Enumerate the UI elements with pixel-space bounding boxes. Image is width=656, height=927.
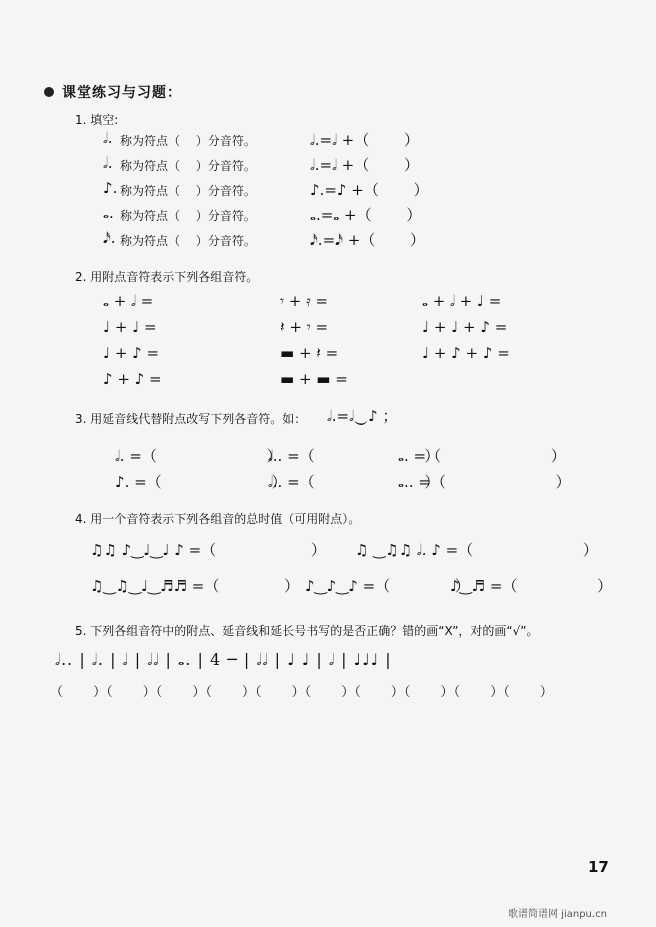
q5-notation: 𝅗𝅥.. | 𝅗𝅥. | 𝅗𝅥 | 𝅗𝅥𝅗𝅥 | 𝅝. | 4 ─ | 𝅗𝅥𝅗𝅥 | ♩ ♩ | 𝅗𝅥 | ♩♩♩ | [55,650,392,669]
q3-item: 𝅝. =（ ） [398,447,566,465]
q1-text: 称为符点（ ）分音符。 [120,209,256,223]
page-number: 17 [588,858,609,876]
q4-item: ♫ ‿♫♫ 𝅗𝅥. ♪ =（ ） [355,541,598,559]
q3-item: 𝅗𝅥.. =（ ） [268,447,440,465]
q3-label: 3. 用延音线代替附点改写下列各音符。如： [75,412,307,426]
q2-item: ♩ + ♪ + ♪ = [422,344,510,362]
q2-item: 𝄽 + 𝄾 = [280,318,329,336]
q2-item: ♩ + ♩ + ♪ = [422,318,508,336]
q5-answers: （ ）（ ）（ ）（ ）（ ）（ ）（ ）（ ）（ ）（ ） [50,685,553,700]
q3-item: ♪. =（ ） [115,473,287,491]
q2-item: ▬ + ▬ = [280,370,348,388]
q3-example: 𝅗𝅥.=𝅗𝅥‿♪ ； [327,407,398,425]
q3-item: 𝅝.. =（ ） [398,473,571,491]
q4-item: ♫‿♫‿♩‿♬♬ =（ ） [90,577,300,595]
q4-item: ♪‿♬ =（ ） [450,577,613,595]
q2-item: ♩ + ♪ = [103,344,160,362]
q1-text: 称为符点（ ）分音符。 [120,159,256,173]
q2-item: ♪ + ♪ = [103,370,162,388]
q2-item: ▬ + 𝄽 = [280,344,339,362]
q2-label: 2. 用附点音符表示下列各组音符。 [75,270,259,284]
q1-note: 𝅗𝅥. [103,129,113,147]
q1-label: 1. 填空: [75,113,119,127]
q1-note: 𝅗𝅥. [103,154,113,172]
q4-item: ♪‿♪‿♪ =（ ） [305,577,470,595]
q1-note: ♪. [103,179,118,197]
q1-note: 𝅝. [103,204,114,222]
section-title: 课堂练习与习题： [62,85,182,101]
q1-equation: ♪.=♪ +（ ） [310,181,429,199]
q4-label: 4. 用一个音符表示下列各组音的总时值（可用附点）。 [75,512,361,526]
q3-item: 𝅗𝅥. =（ ） [115,447,282,465]
q1-equation: 𝅗𝅥.=𝅗𝅥 +（ ） [310,131,419,149]
q2-item: 𝄾 + 𝄿 = [280,292,329,310]
q3-item: 𝅗𝅥.. =（ ） [268,473,440,491]
q1-equation: 𝅝.=𝅝 +（ ） [310,206,422,224]
q1-equation: 𝅘𝅥𝅯.=𝅘𝅥𝅯 +（ ） [310,231,426,249]
q1-text: 称为符点（ ）分音符。 [120,234,256,248]
q1-text: 称为符点（ ）分音符。 [120,134,256,148]
q2-item: 𝅝 + 𝅗𝅥 + ♩ = [422,292,502,310]
q2-item: ♩ + ♩ = [103,318,157,336]
q5-label: 5. 下列各组音符中的附点、延音线和延长号书写的是否正确？错的画“X”，对的画“√”。 [75,624,539,638]
bullet-icon [44,87,54,97]
q1-note: 𝅘𝅥𝅯. [103,229,116,247]
watermark: 歌谱简谱网 jianpu.cn [508,909,607,920]
q4-item: ♫♫ ♪‿♩‿♩ ♪ =（ ） [90,541,326,559]
q1-equation: 𝅗𝅥.=𝅗𝅥 +（ ） [310,156,419,174]
q1-text: 称为符点（ ）分音符。 [120,184,256,198]
q2-item: 𝅝 + 𝅗𝅥 = [103,292,154,310]
